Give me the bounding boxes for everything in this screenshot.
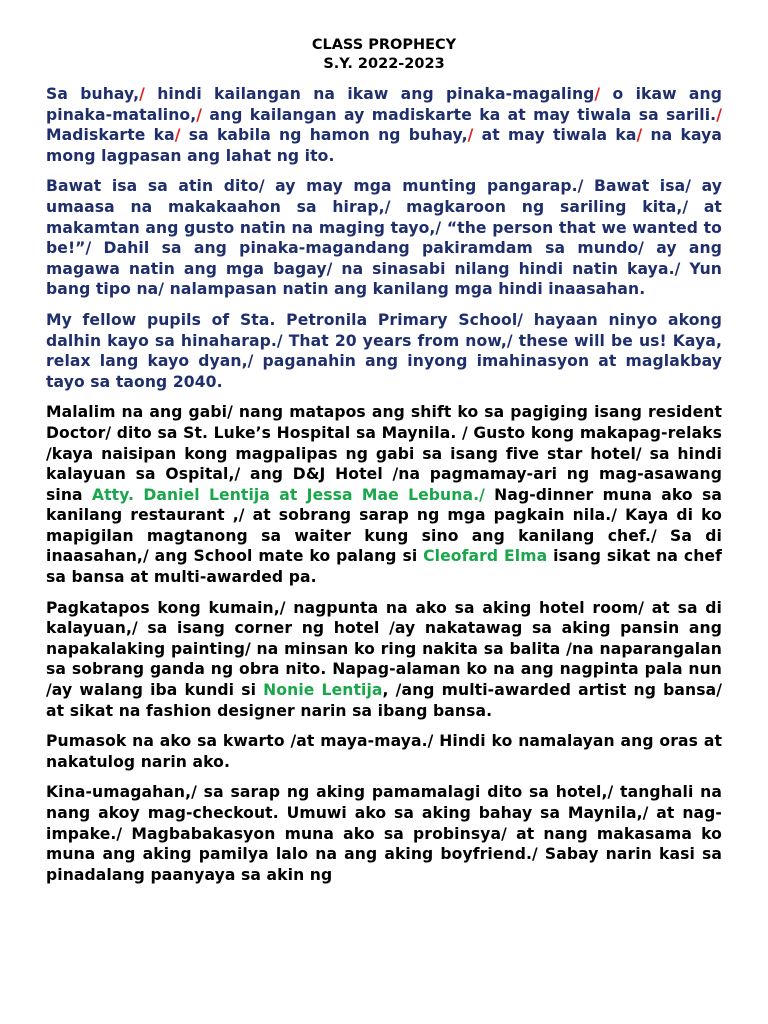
text-segment: sa kabila ng hamon ng buhay, [180,126,468,145]
paragraph-fellow-pupils: My fellow pupils of Sta. Petronila Primary School/ hayaan ninyo akong dalhin kayo sa hinaharap./ That 20 years from now,/ these will be us! Kaya, relax lang kayo dyan,/ paganahin ang inyong imahinasyon at maglakbay tayo sa taong 2040. [46,310,722,391]
text-segment: o ikaw ang pinaka-matalino, [46,85,723,124]
red-slash: / [716,105,722,124]
highlighted-name: Nonie Lentija [263,681,383,700]
text-segment: na kaya mong lagpasan ang lahat ng ito. [46,126,722,165]
paragraph-hotel [46,402,722,587]
paragraph-intro [46,84,722,166]
school-year: S.Y. 2022-2023 [323,56,445,72]
red-slash: / [139,85,145,103]
paragraph-sleep: Pumasok na ako sa kwarto /at maya-maya./ Hindi ko namalayan ang oras at nakatulog narin ako. [46,732,722,771]
text-segment: hindi kailangan na ikaw ang pinaka-magaling [144,85,595,103]
paragraph-painting [46,598,722,722]
red-slash: / [594,85,601,103]
highlighted-name: Cleofard Elma [423,547,548,566]
text-segment: Sa buhay, [46,85,140,103]
text-segment: Pagkatapos kong kumain,/ nagpunta na ako sa aking hotel room/ at sa di kalayuan,/ sa isang corner ng hotel /ay nakatawag sa aking pansin ang napakalaking painting/ na minsan ko ring nakita sa balita /na naparangalan sa sobrang ganda ng obra nito. Napag-alaman ko na ang nagpinta pala nun /ay walang iba kundi si [46,598,722,700]
document-page [46,36,722,895]
text-segment: at may tiwala ka [473,126,637,145]
text-segment: Malalim na ang gabi/ nang matapos ang shift ko sa pagiging isang resident Doctor/ dito sa St. Luke’s Hospital sa Maynila. / Gusto kong makapag-relaks /kaya naisipan kong magpalipas ng gabi sa isang five star hotel/ sa hindi kalayuan sa Ospital,/ ang D&J Hotel /na pagmamay-ari ng mag-asawang sina [46,403,722,504]
text-segment: Nag-dinner muna ako sa kanilang restaurant ,/ at sobrang sarap ng mga pagkain nila./ Kaya di ko mapigilan magtanong sa waiter kung sino ang kanilang chef./ Sa di inaasahan,/ ang School mate ko palang si [46,485,722,566]
red-slash: / [467,126,474,145]
text-segment: isang sikat na chef sa bansa at multi-awarded pa. [46,547,722,587]
text-segment: ang kailangan ay madiskarte ka at may tiwala sa sarili. [202,105,717,124]
red-slash: / [636,126,643,145]
highlighted-name: Atty. Daniel Lentija at Jessa Mae Lebuna./ [91,485,485,504]
red-slash: / [196,105,203,124]
red-slash: / [174,126,181,145]
document-title: CLASS PROPHECY [311,37,457,53]
paragraph-morning: Kina-umagahan,/ sa sarap ng aking pamamalagi dito sa hotel,/ tanghali na nang akoy mag-checkout. Umuwi ako sa aking bahay sa Maynila,/ at nag-impake./ Magbabakasyon muna ako sa probinsya/ at nang makasama ko muna ang aking pamilya lalo na ang aking boyfriend./ Sabay narin kasi sa pinadalang paanyaya sa akin ng [46,783,722,884]
paragraph-dreams: Bawat isa sa atin dito/ ay may mga munting pangarap./ Bawat isa/ ay umaasa na makakaahon sa hirap,/ magkaroon ng sariling kita,/ at makamtan ang gusto natin na maging tayo,/ “the person that we wanted to be!”/ Dahil sa ang pinaka-magandang pakiramdam sa mundo/ ay ang magawa natin ang mga bagay/ na sinasabi nilang hindi natin kaya./ Yun bang tipo na/ nalampasan natin ang kanilang mga hindi inaasahan. [46,177,722,299]
text-segment: , /ang multi-awarded artist ng bansa/ at sikat na fashion designer narin sa ibang bansa. [46,681,723,720]
text-segment: Madiskarte ka [46,126,175,145]
